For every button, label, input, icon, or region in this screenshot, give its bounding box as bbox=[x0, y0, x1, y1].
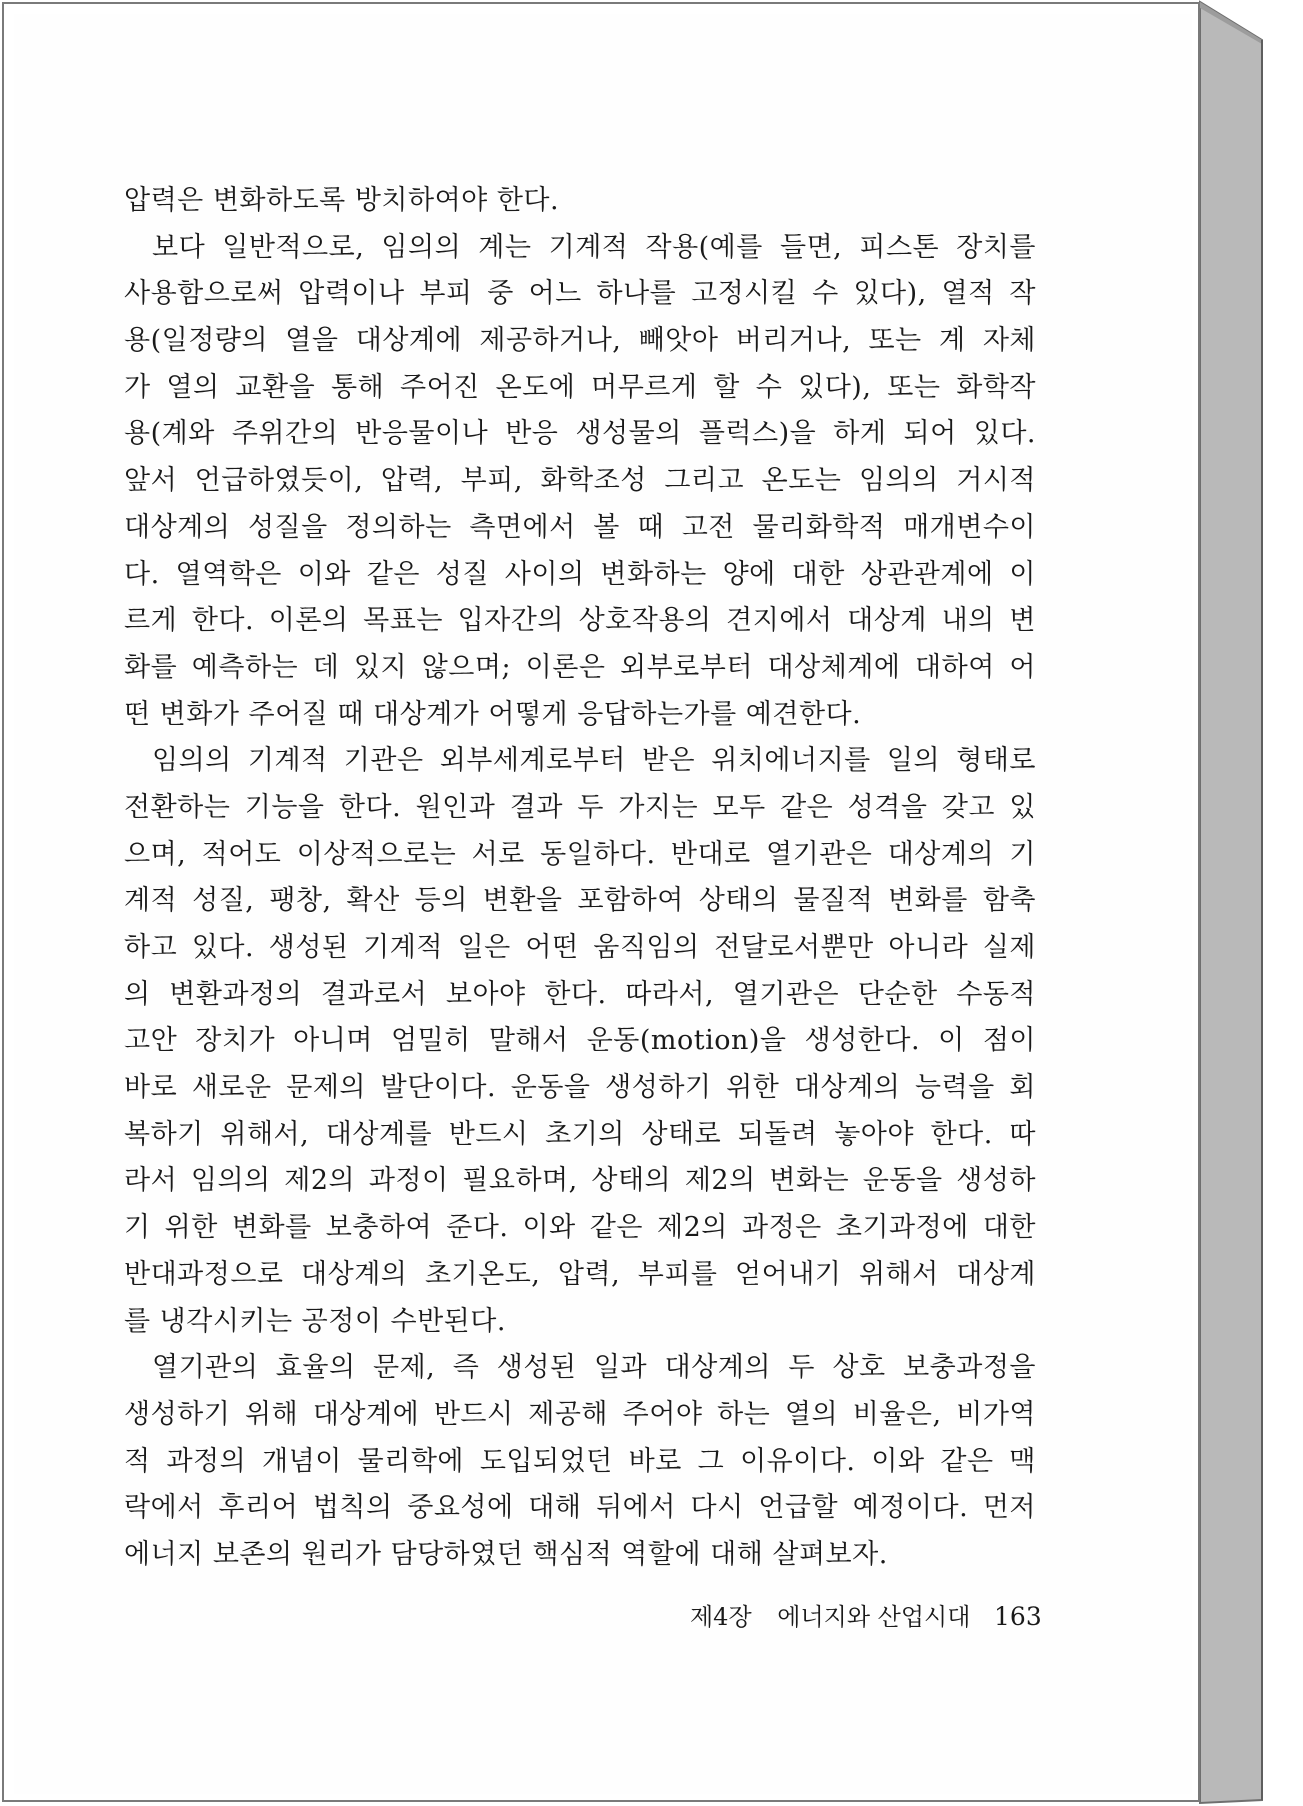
text-line: 앞서 언급하였듯이, 압력, 부피, 화학조성 그리고 온도는 임의의 거시적 bbox=[124, 465, 1036, 497]
text-line: 하고 있다. 생성된 기계적 일은 어떤 움직임의 전달로서뿐만 아니라 실제 bbox=[124, 932, 1036, 963]
text-line: 용(계와 주위간의 반응물이나 반응 생성물의 플럭스)을 하게 되어 있다. bbox=[124, 418, 1036, 450]
text-line: 용(일정량의 열을 대상계에 제공하거나, 빼앗아 버리거나, 또는 계 자체 bbox=[124, 325, 1036, 357]
text-line: 계적 성질, 팽창, 확산 등의 변환을 포함하여 상태의 물질적 변화를 함축 bbox=[124, 885, 1036, 917]
text-line: 에너지 보존의 원리가 담당하였던 핵심적 역할에 대해 살펴보자. bbox=[124, 1538, 888, 1570]
text-line: 열기관의 효율의 문제, 즉 생성된 일과 대상계의 두 상호 보충과정을 bbox=[152, 1352, 1036, 1384]
text-line: 복하기 위해서, 대상계를 반드시 초기의 상태로 되돌려 놓아야 한다. 따 bbox=[124, 1118, 1036, 1150]
text-line: 반대과정으로 대상계의 초기온도, 압력, 부피를 얻어내기 위해서 대상계 bbox=[124, 1258, 1036, 1290]
text-line: 임의의 기계적 기관은 외부세계로부터 받은 위치에너지를 일의 형태로 bbox=[152, 745, 1036, 777]
text-line: 를 냉각시키는 공정이 수반된다. bbox=[124, 1305, 506, 1337]
text-line: 생성하기 위해 대상계에 반드시 제공해 주어야 하는 열의 비율은, 비가역 bbox=[124, 1398, 1036, 1430]
text-line: 사용함으로써 압력이나 부피 중 어느 하나를 고정시킬 수 있다), 열적 작 bbox=[124, 278, 1036, 310]
text-line: 대상계의 성질을 정의하는 측면에서 볼 때 고전 물리화학적 매개변수이 bbox=[124, 511, 1036, 543]
chapter-label: 제4장 bbox=[690, 1603, 752, 1631]
text-line: 의 변환과정의 결과로서 보아야 한다. 따라서, 열기관은 단순한 수동적 bbox=[124, 978, 1036, 1010]
page-footer bbox=[690, 1602, 1042, 1632]
text-line: 다. 열역학은 이와 같은 성질 사이의 변화하는 양에 대한 상관관계에 이 bbox=[124, 558, 1036, 590]
text-line: 바로 새로운 문제의 발단이다. 운동을 생성하기 위한 대상계의 능력을 회 bbox=[124, 1072, 1036, 1104]
text-line: 전환하는 기능을 한다. 원인과 결과 두 가지는 모두 같은 성격을 갖고 있 bbox=[124, 791, 1036, 823]
text-line: 적 과정의 개념이 물리학에 도입되었던 바로 그 이유이다. 이와 같은 맥 bbox=[124, 1445, 1036, 1477]
text-line: 기 위한 변화를 보충하여 준다. 이와 같은 제2의 과정은 초기과정에 대한 bbox=[124, 1212, 1036, 1244]
body-text bbox=[124, 178, 1036, 1579]
text-line: 화를 예측하는 데 있지 않으며; 이론은 외부로부터 대상체계에 대하여 어 bbox=[124, 651, 1036, 683]
text-line: 락에서 후리어 법칙의 중요성에 대해 뒤에서 다시 언급할 예정이다. 먼저 bbox=[124, 1492, 1036, 1524]
text-line: 압력은 변화하도록 방치하여야 한다. bbox=[124, 185, 560, 216]
page-number: 163 bbox=[994, 1602, 1042, 1631]
text-line: 르게 한다. 이론의 목표는 입자간의 상호작용의 견지에서 대상계 내의 변 bbox=[124, 605, 1036, 637]
text-line: 고안 장치가 아니며 엄밀히 말해서 운동(motion)을 생성한다. 이 점이 bbox=[124, 1025, 1036, 1057]
text-line: 으며, 적어도 이상적으로는 서로 동일하다. 반대로 열기관은 대상계의 기 bbox=[124, 838, 1036, 870]
text-line: 가 열의 교환을 통해 주어진 온도에 머무르게 할 수 있다), 또는 화학작 bbox=[124, 371, 1036, 403]
text-line: 라서 임의의 제2의 과정이 필요하며, 상태의 제2의 변화는 운동을 생성하 bbox=[124, 1165, 1036, 1197]
running-title: 에너지와 산업시대 bbox=[777, 1603, 971, 1631]
text-line: 보다 일반적으로, 임의의 계는 기계적 작용(예를 들면, 피스톤 장치를 bbox=[152, 231, 1036, 263]
text-line: 떤 변화가 주어질 때 대상계가 어떻게 응답하는가를 예견한다. bbox=[124, 698, 862, 730]
